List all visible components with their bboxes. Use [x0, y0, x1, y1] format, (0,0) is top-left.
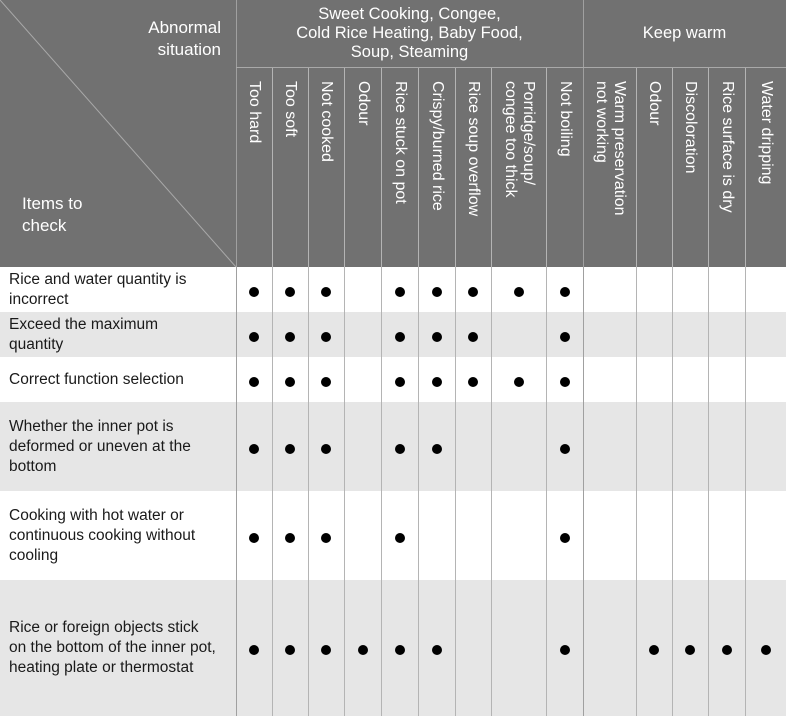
column-header-6: Crispy/burned rice: [429, 81, 446, 211]
column-divider: [236, 0, 237, 716]
column-header-7: Rice soup overflow: [465, 81, 482, 217]
table-row: [0, 580, 786, 716]
check-dot: [249, 645, 259, 655]
column-divider: [272, 67, 273, 716]
check-dot: [649, 645, 659, 655]
column-header-2: Too soft: [282, 81, 299, 138]
column-divider: [418, 67, 419, 716]
column-header-1: Too hard: [246, 81, 263, 144]
check-dot: [395, 287, 405, 297]
column-divider: [546, 67, 547, 716]
check-dot: [685, 645, 695, 655]
check-dot: [321, 444, 331, 454]
check-dot: [432, 444, 442, 454]
table-row: [0, 267, 786, 312]
check-dot: [285, 645, 295, 655]
check-dot: [395, 645, 405, 655]
column-divider: [455, 67, 456, 716]
check-dot: [249, 533, 259, 543]
check-dot: [432, 287, 442, 297]
check-dot: [285, 377, 295, 387]
check-dot: [560, 377, 570, 387]
check-dot: [249, 287, 259, 297]
column-header-13: Rice surface is dry: [719, 81, 736, 213]
check-dot: [321, 533, 331, 543]
column-header-8: Porridge/soup/ congee too thick: [502, 81, 537, 198]
check-dot: [432, 377, 442, 387]
check-dot: [432, 645, 442, 655]
check-dot: [761, 645, 771, 655]
check-dot: [395, 377, 405, 387]
row-label: Rice or foreign objects stick on the bottom of the inner pot, heating plate or thermostat: [9, 619, 216, 676]
check-dot: [514, 287, 524, 297]
check-dot: [468, 377, 478, 387]
table-row: [0, 402, 786, 491]
column-header-5: Rice stuck on pot: [392, 81, 409, 204]
check-dot: [468, 332, 478, 342]
check-dot: [321, 287, 331, 297]
column-divider: [745, 67, 746, 716]
column-header-14: Water dripping: [758, 81, 775, 185]
check-dot: [285, 332, 295, 342]
column-header-9: Not boiling: [557, 81, 574, 157]
check-dot: [249, 377, 259, 387]
check-dot: [395, 444, 405, 454]
row-label: Correct function selection: [9, 371, 184, 388]
check-dot: [514, 377, 524, 387]
row-label: Cooking with hot water or continuous cooking without cooling: [9, 507, 196, 564]
check-dot: [249, 332, 259, 342]
column-divider: [636, 67, 637, 716]
check-dot: [722, 645, 732, 655]
column-header-10: Warm preservation not working: [593, 81, 628, 216]
table-row: [0, 357, 786, 402]
group-header-divider: [236, 67, 786, 68]
check-dot: [321, 377, 331, 387]
column-divider: [308, 67, 309, 716]
row-label: Exceed the maximum quantity: [9, 316, 159, 353]
corner-label-abnormal-situation: Abnormal situation: [148, 18, 221, 59]
check-dot: [249, 444, 259, 454]
corner-label-items-to-check: Items to check: [22, 194, 83, 235]
column-divider: [491, 67, 492, 716]
table-row: [0, 491, 786, 580]
check-dot: [358, 645, 368, 655]
column-header-4: Odour: [355, 81, 372, 126]
column-header-11: Odour: [646, 81, 663, 126]
check-dot: [468, 287, 478, 297]
check-dot: [285, 533, 295, 543]
column-divider: [583, 0, 584, 716]
row-label: Rice and water quantity is incorrect: [9, 271, 187, 308]
check-dot: [560, 645, 570, 655]
check-dot: [560, 444, 570, 454]
column-divider: [708, 67, 709, 716]
row-label: Whether the inner pot is deformed or uneven at the bottom: [9, 418, 191, 475]
group-header-keep-warm: Keep warm: [642, 24, 727, 42]
check-dot: [395, 332, 405, 342]
column-divider: [381, 67, 382, 716]
check-dot: [395, 533, 405, 543]
check-dot: [560, 332, 570, 342]
check-dot: [285, 287, 295, 297]
check-dot: [560, 533, 570, 543]
column-divider: [672, 67, 673, 716]
column-divider: [344, 67, 345, 716]
check-dot: [321, 332, 331, 342]
check-dot: [560, 287, 570, 297]
table-row: [0, 312, 786, 357]
check-dot: [321, 645, 331, 655]
column-header-3: Not cooked: [318, 81, 335, 162]
group-header-cooking-modes: Sweet Cooking, Congee, Cold Rice Heating, Baby Food, Soup, Steaming: [296, 5, 523, 61]
column-header-12: Discoloration: [682, 81, 699, 174]
check-dot: [285, 444, 295, 454]
check-dot: [432, 332, 442, 342]
